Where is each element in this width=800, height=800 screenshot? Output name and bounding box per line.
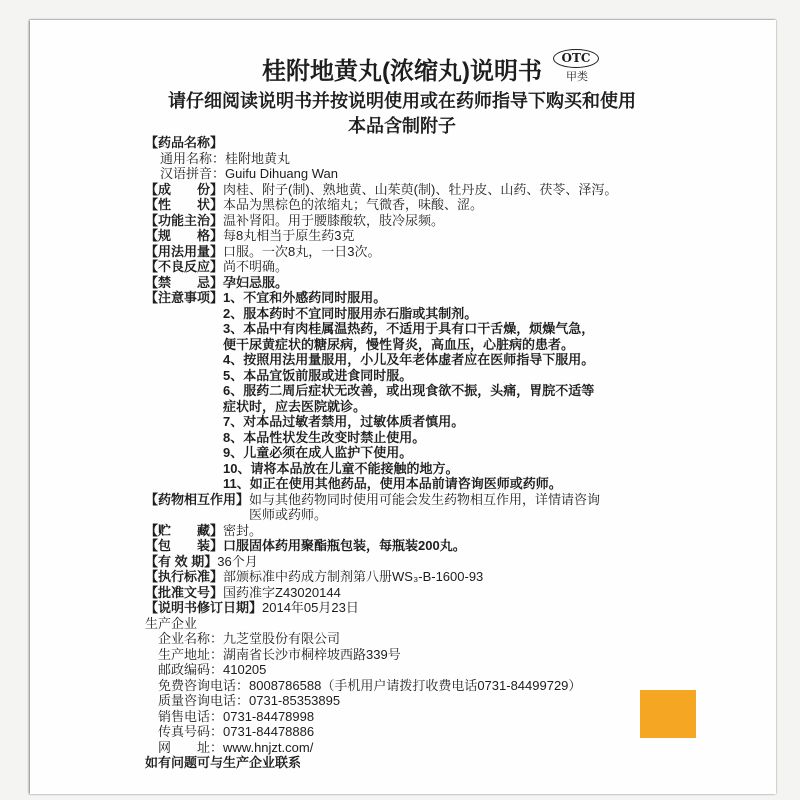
postcode-value: 410205	[223, 662, 267, 677]
postcode-line	[145, 662, 617, 678]
free-hotline-value: 8008786588（手机用户请拨打收费电话0731-84499729）	[249, 677, 582, 693]
section-dosage	[145, 244, 617, 260]
section-label: 【性 状】	[145, 197, 224, 212]
specification-value: 每8丸相当于原生药3克	[223, 228, 355, 243]
section-label: 【不良反应】	[145, 259, 224, 274]
section-label: 【成 份】	[145, 181, 224, 197]
description-value: 本品为黑棕色的浓缩丸；气微香，味酸、涩。	[223, 197, 484, 212]
fax-line	[145, 724, 617, 740]
precaution-item: 2、服本药时不宜同时服用赤石脂或其制剂。	[223, 305, 478, 321]
precaution-item: 便干尿黄症状的糖尿病，慢性肾炎，高血压，心脏病的患者。	[223, 336, 575, 352]
interactions-line: 医师或药师。	[249, 507, 328, 522]
section-approval-number	[145, 585, 617, 601]
section-packaging	[145, 538, 617, 554]
section-label: 【贮 藏】	[145, 522, 224, 538]
section-contraindications	[145, 275, 617, 291]
contraindications-value: 孕妇忌服。	[223, 274, 289, 290]
website-line	[145, 740, 617, 756]
company-line	[145, 631, 617, 647]
field-label: 通用名称：	[160, 150, 226, 166]
precautions-list	[223, 290, 594, 492]
precaution-item: 1、不宜和外感药同时服用。	[223, 290, 387, 305]
precaution-item: 7、对本品过敏者禁用，过敏体质者慎用。	[223, 414, 465, 429]
shelf-life-value: 36个月	[217, 553, 258, 569]
indications-value: 温补肾阳。用于腰膝酸软，肢冷尿频。	[223, 212, 445, 228]
section-label: 【说明书修订日期】	[145, 600, 263, 615]
sales-phone-line	[145, 709, 617, 725]
field-label: 汉语拼音：	[160, 166, 226, 181]
field-label: 网 址：	[158, 739, 224, 755]
ingredients-value: 肉桂、附子(制)、熟地黄、山茱萸(制)、牡丹皮、山药、茯苓、泽泻。	[223, 181, 618, 197]
document-body	[145, 135, 617, 771]
section-label: 【批准文号】	[145, 584, 224, 600]
precaution-item: 10、请将本品放在儿童不能接触的地方。	[223, 460, 459, 476]
dosage-value: 口服。一次8丸，一日3次。	[223, 243, 381, 259]
generic-name-line	[145, 151, 617, 167]
otc-badge	[553, 49, 599, 68]
precaution-item: 8、本品性状发生改变时禁止使用。	[223, 429, 426, 445]
standard-value: 部颁标准中药成方制剂第八册WS₃-B-1600-93	[223, 569, 484, 584]
manufacturer-heading: 生产企业	[145, 615, 198, 631]
generic-name-value: 桂附地黄丸	[225, 150, 291, 166]
section-label: 【禁 忌】	[145, 274, 224, 290]
document-title: 桂附地黄丸(浓缩丸)说明书	[262, 58, 542, 85]
fax-value: 0731-84478886	[223, 724, 315, 739]
field-label: 质量咨询电话：	[158, 693, 250, 708]
otc-category: 甲类	[566, 71, 588, 83]
interactions-text	[249, 492, 600, 523]
packaging-value: 口服固体药用聚酯瓶包装，每瓶装200丸。	[223, 538, 466, 553]
address-line	[145, 647, 617, 663]
precaution-item: 症状时，应去医院就诊。	[223, 398, 367, 414]
company-value: 九芝堂股份有限公司	[223, 631, 341, 646]
section-label: 【功能主治】	[145, 212, 224, 228]
section-ingredients	[145, 182, 617, 198]
section-indications	[145, 213, 617, 229]
precaution-item: 3、本品中有肉桂属温热药，不适用于具有口干舌燥，烦燥气急，	[223, 321, 595, 336]
section-label: 【用法用量】	[145, 243, 224, 259]
field-label: 生产地址：	[158, 646, 224, 662]
section-shelf-life	[145, 554, 617, 570]
section-label: 【药物相互作用】	[145, 491, 250, 507]
approval-number-value: 国药准字Z43020144	[223, 584, 341, 600]
section-specification	[145, 228, 617, 244]
section-interactions	[145, 492, 617, 523]
section-label: 【规 格】	[145, 228, 224, 243]
field-label: 邮政编码：	[158, 662, 224, 677]
section-standard	[145, 569, 617, 585]
section-label: 【包 装】	[145, 538, 224, 553]
interactions-line: 如与其他药物同时使用可能会发生药物相互作用，详情请咨询	[249, 491, 601, 507]
otc-badge-text: OTC	[561, 51, 591, 65]
storage-value: 密封。	[223, 522, 263, 538]
section-label: 【有 效 期】	[145, 553, 218, 569]
pinyin-name-value: Guifu Dihuang Wan	[225, 166, 338, 181]
precaution-item: 11、如正在使用其他药品，使用本品前请咨询医师或药师。	[223, 476, 562, 491]
sales-phone-value: 0731-84478998	[223, 708, 315, 724]
section-label: 【注意事项】	[145, 290, 224, 305]
precaution-item: 4、按照用法用量服用，小儿及年老体虚者应在医师指导下服用。	[223, 352, 595, 367]
address-value: 湖南省长沙市桐梓坡西路339号	[223, 646, 401, 662]
revision-date-value: 2014年05月23日	[262, 600, 359, 615]
section-label: 【药品名称】	[145, 135, 224, 150]
field-label: 销售电话：	[158, 708, 224, 724]
website-value: www.hnjzt.com/	[223, 739, 314, 755]
ingredient-notice: 本品含制附子	[348, 116, 456, 136]
section-label: 【执行标准】	[145, 569, 224, 584]
adverse-reactions-value: 尚不明确。	[223, 259, 289, 274]
section-adverse-reactions	[145, 259, 617, 275]
field-label: 传真号码：	[158, 724, 224, 739]
orange-marker	[640, 690, 696, 738]
precaution-item: 5、本品宜饭前服或进食同时服。	[223, 367, 413, 383]
field-label: 免费咨询电话：	[158, 677, 250, 693]
contact-note: 如有问题可与生产企业联系	[145, 755, 302, 770]
field-label: 企业名称：	[158, 631, 224, 646]
quality-hotline-value: 0731-85353895	[249, 693, 341, 708]
pinyin-name-line	[145, 166, 617, 182]
section-precautions	[145, 290, 617, 492]
free-hotline-line	[145, 678, 617, 694]
precaution-item: 6、服药二周后症状无改善，或出现食欲不振，头痛，胃脘不适等	[223, 383, 595, 398]
precaution-item: 9、儿童必须在成人监护下使用。	[223, 445, 413, 460]
read-notice: 请仔细阅读说明书并按说明使用或在药师指导下购买和使用	[168, 91, 636, 111]
section-drug-name	[145, 135, 617, 151]
section-storage	[145, 523, 617, 539]
section-revision-date	[145, 600, 617, 616]
quality-hotline-line	[145, 693, 617, 709]
section-description	[145, 197, 617, 213]
